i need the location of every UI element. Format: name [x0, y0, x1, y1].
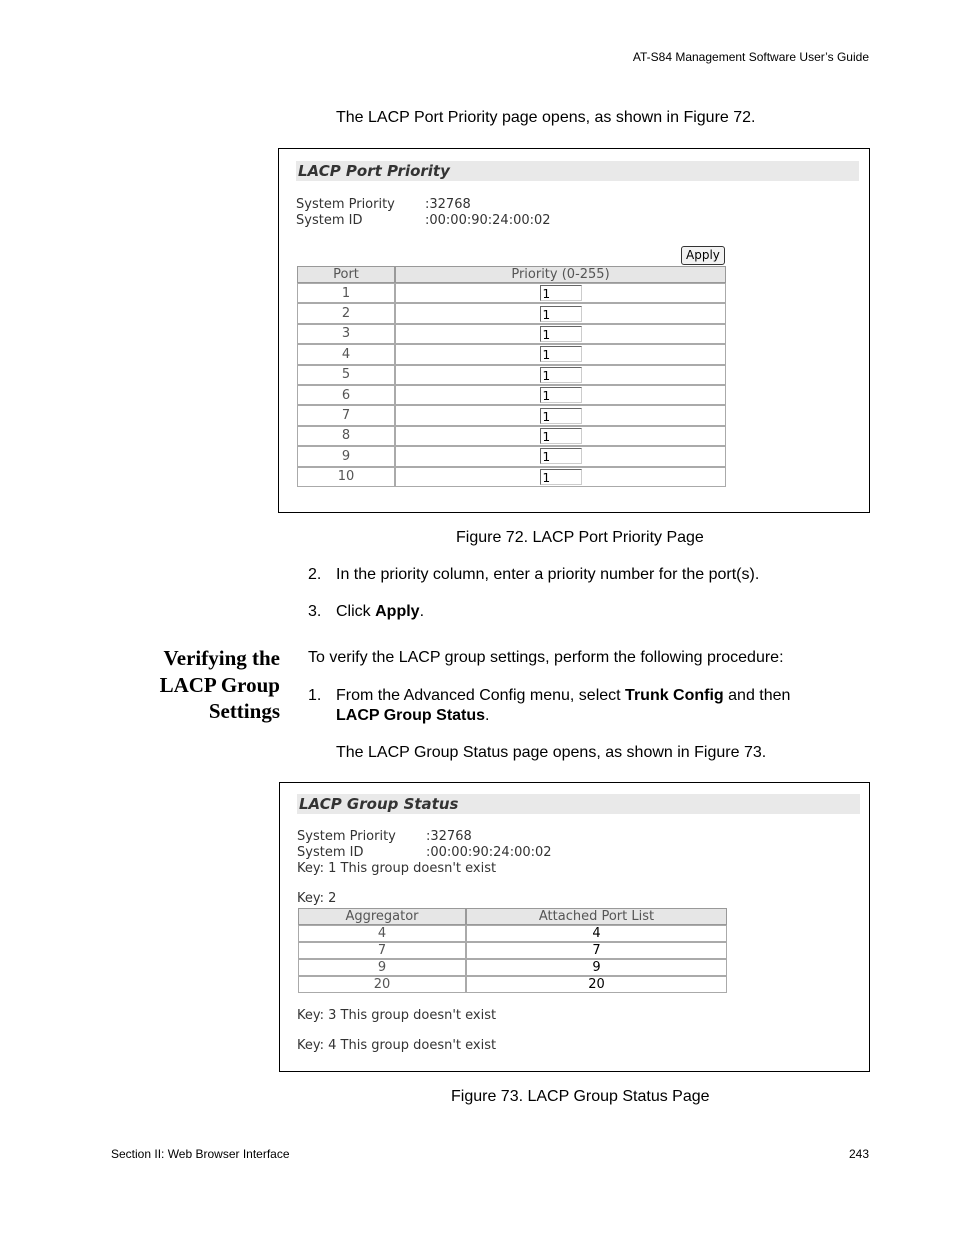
- priority-input[interactable]: 1: [540, 285, 582, 301]
- priority-cell: [395, 344, 726, 364]
- table-row: [297, 344, 726, 364]
- priority-cell: [395, 324, 726, 344]
- priority-input[interactable]: 1: [540, 326, 582, 342]
- heading-line: Settings: [208, 699, 280, 723]
- table-row: [297, 467, 726, 487]
- table-row: [298, 976, 727, 993]
- port-cell: 9: [297, 446, 395, 466]
- figure-72-screenshot: [278, 148, 870, 513]
- column-header-attached-ports: Attached Port List: [466, 908, 727, 925]
- system-id-label: System ID: [297, 845, 364, 860]
- step-number: 3.: [308, 603, 322, 620]
- key-3-status: Key: 3 This group doesn't exist: [297, 1008, 497, 1023]
- port-cell: 7: [297, 405, 395, 425]
- port-cell: 4: [297, 344, 395, 364]
- step-2: [308, 566, 759, 584]
- priority-input[interactable]: 1: [540, 346, 582, 362]
- group-status-table: [298, 908, 727, 993]
- priority-cell: [395, 467, 726, 487]
- apply-button[interactable]: Apply: [681, 246, 725, 265]
- column-header-aggregator: Aggregator: [298, 908, 466, 925]
- running-header: AT-S84 Management Software User’s Guide: [632, 50, 869, 64]
- attached-ports-cell: 7: [466, 942, 727, 959]
- system-priority-row: [297, 829, 472, 845]
- table-row: [297, 324, 726, 344]
- port-cell: 5: [297, 365, 395, 385]
- priority-cell: [395, 405, 726, 425]
- aggregator-cell: 4: [298, 925, 466, 942]
- attached-ports-cell: 20: [466, 976, 727, 993]
- priority-input[interactable]: 1: [540, 428, 582, 444]
- step-number: 2.: [308, 566, 322, 583]
- system-priority-value: :32768: [425, 197, 471, 212]
- port-cell: 1: [297, 283, 395, 303]
- table-row: [298, 959, 727, 976]
- key-4-status: Key: 4 This group doesn't exist: [297, 1038, 497, 1053]
- system-priority-label: System Priority: [296, 197, 395, 212]
- step-text-end: .: [485, 707, 490, 724]
- page-title: LACP Port Priority: [296, 161, 859, 181]
- port-cell: 2: [297, 303, 395, 323]
- system-priority-value: :32768: [426, 829, 472, 844]
- priority-cell: [395, 283, 726, 303]
- key-2-label: Key: 2: [297, 891, 337, 906]
- priority-cell: [395, 365, 726, 385]
- figure-73-screenshot: [279, 782, 870, 1072]
- aggregator-cell: 9: [298, 959, 466, 976]
- step-text: Click: [336, 603, 376, 620]
- step-bold-apply: Apply: [375, 603, 420, 620]
- system-id-row: [296, 213, 551, 229]
- priority-cell: [395, 446, 726, 466]
- priority-input[interactable]: 1: [540, 469, 582, 485]
- system-priority-row: [296, 197, 471, 213]
- system-id-row: [297, 845, 552, 861]
- priority-input[interactable]: 1: [540, 448, 582, 464]
- menu-lacp-group-status: LACP Group Status: [336, 707, 486, 724]
- aggregator-cell: 7: [298, 942, 466, 959]
- column-header-priority: Priority (0-255): [395, 266, 726, 283]
- step-text: From the Advanced Config menu, select: [336, 687, 626, 704]
- key-1-status: Key: 1 This group doesn't exist: [297, 861, 497, 876]
- priority-input[interactable]: 1: [540, 408, 582, 424]
- attached-ports-cell: 4: [466, 925, 727, 942]
- table-row: [297, 426, 726, 446]
- page-number: 243: [848, 1147, 869, 1161]
- table-row: [297, 446, 726, 466]
- opens-paragraph: The LACP Group Status page opens, as shown in Figure 73.: [336, 744, 767, 761]
- priority-input[interactable]: 1: [540, 306, 582, 322]
- column-header-port: Port: [297, 266, 395, 283]
- table-row: [297, 385, 726, 405]
- table-row: [297, 405, 726, 425]
- table-row: [298, 942, 727, 959]
- menu-trunk-config: Trunk Config: [625, 687, 724, 704]
- step-number: 1.: [308, 687, 322, 704]
- aggregator-cell: 20: [298, 976, 466, 993]
- priority-cell: [395, 426, 726, 446]
- intro-paragraph: The LACP Port Priority page opens, as shown in Figure 72.: [336, 109, 756, 126]
- step-text: and then: [723, 687, 791, 704]
- table-row: [297, 283, 726, 303]
- port-cell: 10: [297, 467, 395, 487]
- port-cell: 3: [297, 324, 395, 344]
- step-3: [308, 603, 424, 621]
- page-title: LACP Group Status: [297, 794, 860, 814]
- priority-input[interactable]: 1: [540, 367, 582, 383]
- step-1: [308, 686, 790, 726]
- table-row: [297, 303, 726, 323]
- system-id-value: :00:00:90:24:00:02: [426, 845, 552, 860]
- port-cell: 6: [297, 385, 395, 405]
- section-intro: To verify the LACP group settings, perform the following procedure:: [308, 649, 784, 666]
- heading-line: Verifying the: [163, 646, 280, 670]
- priority-cell: [395, 303, 726, 323]
- port-cell: 8: [297, 426, 395, 446]
- footer-section: Section II: Web Browser Interface: [111, 1147, 290, 1161]
- priority-input[interactable]: 1: [540, 387, 582, 403]
- system-id-value: :00:00:90:24:00:02: [425, 213, 551, 228]
- figure-73-caption: Figure 73. LACP Group Status Page: [451, 1088, 710, 1105]
- table-row: [297, 365, 726, 385]
- system-id-label: System ID: [296, 213, 363, 228]
- step-text-end: .: [419, 603, 425, 620]
- section-heading: [80, 645, 280, 725]
- figure-72-caption: Figure 72. LACP Port Priority Page: [456, 529, 704, 546]
- system-priority-label: System Priority: [297, 829, 396, 844]
- step-text: In the priority column, enter a priority number for the port(s).: [336, 566, 760, 583]
- heading-line: LACP Group: [159, 672, 280, 697]
- attached-ports-cell: 9: [466, 959, 727, 976]
- table-row: [298, 925, 727, 942]
- port-priority-table: [297, 266, 726, 487]
- priority-cell: [395, 385, 726, 405]
